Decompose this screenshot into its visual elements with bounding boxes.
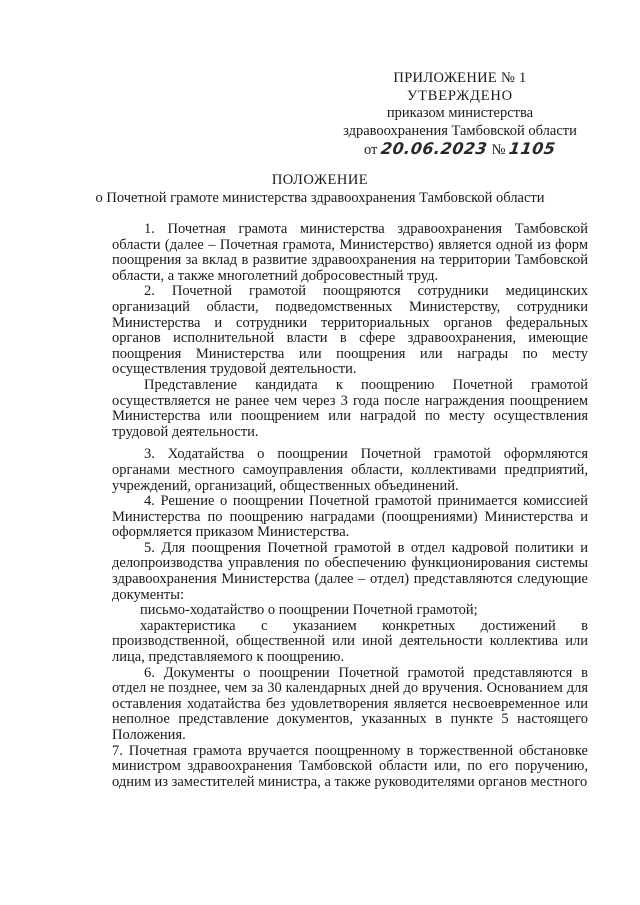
document-body (112, 222, 588, 790)
annex-label: ПРИЛОЖЕНИЕ № 1 (393, 70, 527, 86)
list-item-letter: письмо-ходатайство о поощрении Почетной грамотой; (140, 602, 478, 619)
paragraph-2: 2. Почетной грамотой поощряются сотрудники медицинских организаций области, подведомственных Министерству, сотрудники Министерства и сотрудники территориальных органов федеральных органов исполнительной власти в сфере здравоохранения, имеющие поощрения Министерства или поощрения или награды по месту осуществления трудовой деятельности. (112, 283, 588, 378)
paragraph-6: 6. Документы о поощрении Почетной грамотой представляются в отдел не позднее, чем за 30 календарных дней до вручения. Основанием для оставления ходатайства без удовлетворения является несвоевременное или неполное представление документов, указанных в пункте 5 настоящего Положения. (112, 664, 588, 743)
approval-header (330, 70, 590, 160)
paragraph-5: 5. Для поощрения Почетной грамотой в отдел кадровой политики и делопроизводства управления по обеспечению функционирования системы здравоохранения Министерства (далее – отдел) представляются следующие документы: (112, 539, 588, 603)
number-prefix: № (491, 142, 506, 158)
document-title: ПОЛОЖЕНИЕ (271, 172, 369, 188)
paragraph-4: 4. Решение о поощрении Почетной грамотой принимается комиссией Министерства по поощрению наградами (поощрениями) Министерства и оформляется приказом Министерства. (112, 493, 588, 541)
handwritten-date: 20.06.2023 (380, 139, 489, 158)
paragraph-2-note: Представление кандидата к поощрению Почетной грамотой осуществляется не ранее чем через 3 года после награждения поощрением Министерства или поощрением или наградой по месту осуществления трудовой деятельности. (112, 376, 588, 440)
paragraph-3: 3. Ходатайства о поощрении Почетной грамотой оформляются органами местного самоуправления области, коллективами предприятий, учреждений, организаций, общественных объединений. (112, 446, 588, 494)
date-prefix: от (364, 142, 378, 158)
decree-line-1: приказом министерства (386, 105, 534, 121)
paragraph-1: 1. Почетная грамота министерства здравоохранения Тамбовской области (далее – Почетная грамота, Министерство) является одной из форм поощрения за вклад в развитие здравоохранения на территории Тамбовской области, а также многолетний добросовестный труд. (112, 221, 588, 284)
approved-label: УТВЕРЖДЕНО (407, 87, 513, 104)
list-item-characteristic: характеристика с указанием конкретных достижений в производственной, общественной или иной деятельности коллектива или лица, представляемого к поощрению. (112, 617, 588, 666)
document-subtitle: о Почетной грамоте министерства здравоохранения Тамбовской области (95, 190, 545, 206)
handwritten-number: 1105 (508, 139, 558, 158)
decree-date-line (330, 140, 590, 160)
decree-line-2: здравоохранения Тамбовской области (343, 122, 577, 139)
paragraph-7: 7. Почетная грамота вручается поощренному в торжественной обстановке министром здравоохранения Тамбовской области или, по его поручению, одним из заместителей министра, а также руководителями органов местного (112, 742, 588, 790)
